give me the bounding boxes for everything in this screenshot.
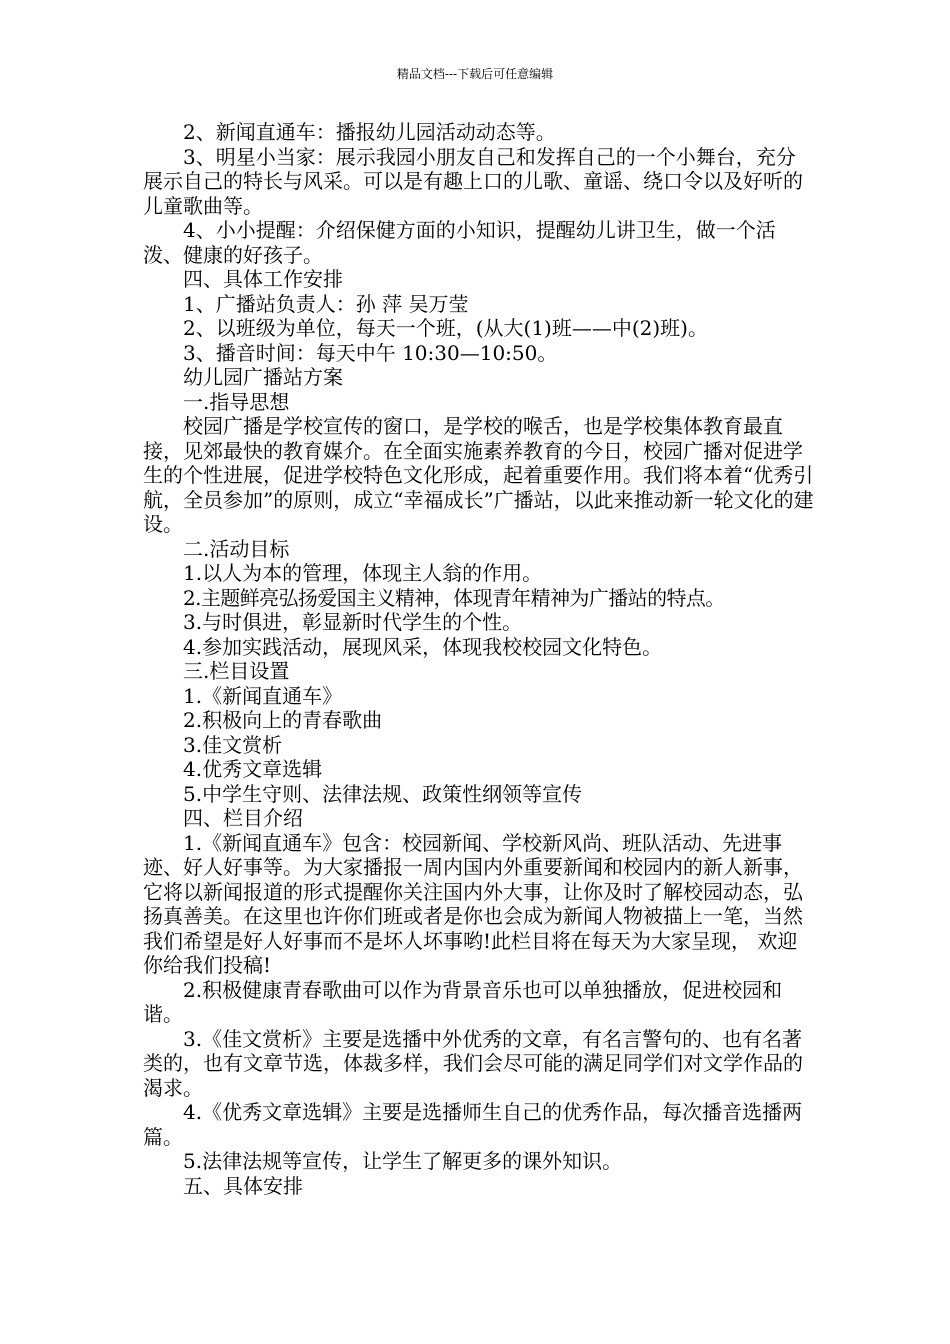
paragraph-27: 5.法律法规等宣传，让学生了解更多的课外知识。 (183, 1149, 623, 1173)
section-heading: 三.栏目设置 (183, 659, 290, 683)
list-item: 3.与时俱进，彰显新时代学生的个性。 (183, 610, 523, 634)
paragraph-25: 3.《佳文赏析》主要是选播中外优秀的文章，有名言警句的、也有名著类的，也有文章节选，体裁多样，我们会尽可能的满足同学们对文学作品的渴求。 (143, 1026, 803, 1100)
paragraph-26: 4.《优秀文章选辑》主要是选播师生自己的优秀作品，每次播音选播两篇。 (143, 1100, 803, 1149)
list-item: 3.佳文赏析 (183, 732, 283, 757)
paragraph-7: 3、播音时间：每天中午 10:30—10:50。 (183, 340, 558, 365)
document-body (143, 120, 815, 1198)
list-item: 2.主题鲜亮弘扬爱国主义精神，体现青年精神为广播站的特点。 (183, 585, 725, 610)
paragraph-24: 2.积极健康青春歌曲可以作为背景音乐也可以单独播放，促进校园和谐。 (143, 977, 783, 1026)
document-subtitle: 幼儿园广播站方案 (183, 365, 343, 389)
section-heading: 二.活动目标 (183, 536, 290, 561)
list-item: 5.中学生守则、法律法规、政策性纲领等宣传 (183, 781, 583, 806)
section-heading: 四、栏目介绍 (183, 806, 303, 830)
section-heading: 五、具体安排 (183, 1173, 303, 1198)
section-heading: 一.指导思想 (183, 389, 290, 414)
paragraph-1: 2、新闻直通车：播报幼儿园活动动态等。 (183, 120, 556, 144)
paragraph-10: 校园广播是学校宣传的窗口，是学校的喉舌，也是学校集体教育最直接，见郊最快的教育媒介。在全面实施素养教育的今日，校园广播对促进学生的个性进展，促进学校特色文化形成，起着重要作用。我们将本着“优秀引航，全员参加”的原则，成立“幸福成长”广播站，以此来推动新一轮文化的建设。 (143, 414, 814, 536)
list-item: 4.参加实践活动，展现风采，体现我校校园文化特色。 (183, 634, 663, 659)
paragraph-3: 4、小小提醒：介绍保健方面的小知识，提醒幼儿讲卫生，做一个活泼、健康的好孩子。 (143, 218, 776, 267)
list-item: 1.以人为本的管理，体现主人翁的作用。 (183, 561, 543, 585)
list-item: 2.积极向上的青春歌曲 (183, 708, 383, 732)
page-header: 精品文档---下载后可任意编辑 (396, 67, 554, 81)
paragraph-2: 3、明星小当家：展示我园小朋友自己和发挥自己的一个小舞台，充分展示自己的特长与风采。可以是有趣上口的儿歌、童谣、绕口令以及好听的儿童歌曲等。 (143, 144, 803, 218)
paragraph-5: 1、广播站负责人：孙 萍 吴万莹 (183, 291, 469, 316)
paragraph-6: 2、以班级为单位，每天一个班，(从大(1)班——中(2)班)。 (183, 316, 708, 340)
list-item: 4.优秀文章选辑 (183, 757, 323, 781)
list-item: 1.《新闻直通车》 (183, 683, 343, 708)
section-heading: 四、具体工作安排 (183, 267, 343, 291)
paragraph-23: 1.《新闻直通车》包含：校园新闻、学校新风尚、班队活动、先进事迹、好人好事等。为大家播报一周内国内外重要新闻和校园内的新人新事，它将以新闻报道的形式提醒你关注国内外大事，让你及时了解校园动态，弘扬真善美。在这里也许你们班或者是你也会成为新闻人物被描上一笔，当然我们希望是好人好事而不是坏人坏事哟!此栏目将在每天为大家呈现， 欢迎你给我们投稿! (143, 830, 803, 977)
